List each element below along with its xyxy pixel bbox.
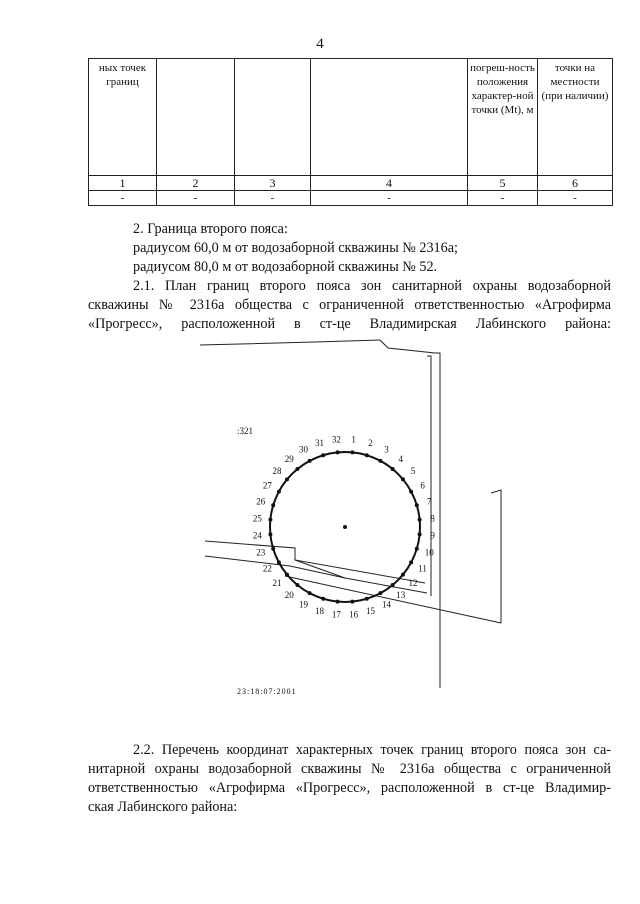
- section-2-2-line-3: ответственностью «Агрофирма «Прогресс», расположенной в ст-це Владимир-: [88, 780, 611, 796]
- boundary-point-label: 25: [252, 513, 262, 524]
- table-header-row: [89, 59, 613, 176]
- boundary-point-marker: [295, 467, 299, 471]
- table-cell: 4: [311, 176, 468, 191]
- table-cell: -: [89, 191, 157, 206]
- boundary-point-label: 31: [315, 437, 324, 448]
- boundary-point-marker: [277, 560, 281, 564]
- boundary-point-marker: [271, 503, 275, 507]
- boundary-point-label: 4: [398, 454, 404, 464]
- boundary-point-marker: [409, 560, 413, 564]
- boundary-point-marker: [336, 600, 340, 604]
- section-2-radius-line-2: радиусом 80,0 м от водозаборной скважины № 52.: [133, 259, 438, 275]
- boundary-point-marker: [415, 503, 419, 507]
- table-cell: 3: [235, 176, 311, 191]
- table-header-cell: [235, 59, 311, 176]
- table-header-cell: ных точек границ: [89, 59, 157, 176]
- boundary-point-label: 22: [262, 563, 272, 574]
- boundary-point-label: 1: [351, 434, 356, 445]
- boundary-point-label: 12: [408, 577, 418, 588]
- section-2-2-line-1: 2.2. Перечень координат характерных точек границ второго пояса зон са-: [133, 742, 611, 758]
- boundary-point-marker: [268, 518, 272, 522]
- boundary-point-label: 23: [256, 547, 266, 558]
- boundary-point-label: 7: [426, 496, 432, 507]
- boundary-point-label: 21: [272, 577, 282, 588]
- cadastral-stamp: 23:18:07:2001: [237, 687, 297, 696]
- boundary-point-label: 2: [368, 437, 373, 448]
- table-cell: -: [538, 191, 613, 206]
- boundary-point-marker: [321, 453, 325, 457]
- table-header-cell: [157, 59, 235, 176]
- boundary-point-label: 28: [272, 466, 282, 477]
- boundary-point-label: 20: [284, 590, 294, 600]
- boundary-point-label: 29: [284, 454, 294, 464]
- boundary-point-marker: [378, 459, 382, 463]
- boundary-point-marker: [365, 597, 369, 601]
- parcel-lines: [200, 340, 501, 688]
- boundary-point-label: 3: [384, 444, 389, 455]
- table-row: [89, 191, 613, 206]
- boundary-point-marker: [378, 591, 382, 595]
- boundary-point-label: 5: [410, 466, 416, 477]
- boundary-point-marker: [365, 453, 369, 457]
- boundary-point-label: 16: [349, 609, 359, 620]
- boundary-point-label: 9: [430, 530, 435, 541]
- table-cell: -: [468, 191, 538, 206]
- boundary-point-marker: [321, 597, 325, 601]
- boundary-point-marker: [271, 547, 275, 551]
- table-column-number-row: [89, 176, 613, 191]
- boundary-point-label: 15: [366, 606, 375, 617]
- table-cell: -: [157, 191, 235, 206]
- boundary-point-label: 14: [382, 599, 391, 610]
- boundary-point-label: 32: [331, 434, 341, 445]
- coordinates-table-continuation: [88, 58, 613, 206]
- well-center-marker: [343, 525, 347, 529]
- table-cell: 1: [89, 176, 157, 191]
- section-2-2-line-4: ская Лабинского района:: [88, 799, 238, 815]
- boundary-point-marker: [418, 532, 422, 536]
- boundary-point-marker: [409, 490, 413, 494]
- boundary-point-marker: [350, 600, 354, 604]
- boundary-point-marker: [401, 477, 405, 481]
- boundary-point-label: 17: [331, 609, 341, 620]
- boundary-point-label: 19: [299, 599, 308, 610]
- boundary-point-marker: [268, 532, 272, 536]
- boundary-point-marker: [285, 477, 289, 481]
- boundary-point-label: 8: [430, 513, 435, 524]
- boundary-point-marker: [308, 459, 312, 463]
- boundary-point-label: 26: [256, 496, 266, 507]
- boundary-point-marker: [350, 450, 354, 454]
- table-cell: 2: [157, 176, 235, 191]
- boundary-point-marker: [391, 467, 395, 471]
- boundary-point-marker: [336, 450, 340, 454]
- boundary-point-label: 13: [396, 590, 406, 600]
- boundary-point-marker: [277, 490, 281, 494]
- page-number: 4: [316, 36, 324, 52]
- boundary-point-label: 10: [424, 547, 434, 558]
- boundary-point-label: 24: [252, 530, 262, 541]
- section-2-1-line-1: 2.1. План границ второго пояса зон санитарной охраны водозаборной: [133, 278, 611, 294]
- table-cell: -: [311, 191, 468, 206]
- section-2-1-line-2: скважины № 2316а общества с ограниченной ответственностью «Агрофирма: [88, 297, 611, 313]
- boundary-point-label: 18: [315, 606, 324, 617]
- section-2-heading: 2. Граница второго пояса:: [133, 221, 288, 237]
- table-cell: 6: [538, 176, 613, 191]
- boundary-plan-diagram: [195, 338, 525, 708]
- boundary-point-marker: [418, 518, 422, 522]
- table-cell: 5: [468, 176, 538, 191]
- boundary-point-label: 27: [262, 480, 272, 491]
- table-cell: -: [235, 191, 311, 206]
- boundary-point-marker: [285, 573, 289, 577]
- boundary-point-marker: [391, 583, 395, 587]
- boundary-point-marker: [308, 591, 312, 595]
- table-header-cell: [311, 59, 468, 176]
- section-2-2-line-2: нитарной охраны водозаборной скважины № 2316а общества с ограниченной: [88, 761, 611, 777]
- boundary-point-marker: [295, 583, 299, 587]
- boundary-point-marker: [415, 547, 419, 551]
- section-2-1-line-3: «Прогресс», расположенной в ст-це Владимирская Лабинского района:: [88, 316, 611, 332]
- boundary-point-label: 30: [299, 444, 308, 455]
- table-header-cell: точки на местности (при наличии): [538, 59, 613, 176]
- parcel-label: :321: [237, 426, 254, 436]
- boundary-point-label: 11: [418, 563, 427, 574]
- section-2-radius-line-1: радиусом 60,0 м от водозаборной скважины № 2316а;: [133, 240, 458, 256]
- boundary-point-label: 6: [420, 480, 425, 491]
- table-header-cell: погреш-ность положения характер-ной точки (Mt), м: [468, 59, 538, 176]
- boundary-point-marker: [401, 573, 405, 577]
